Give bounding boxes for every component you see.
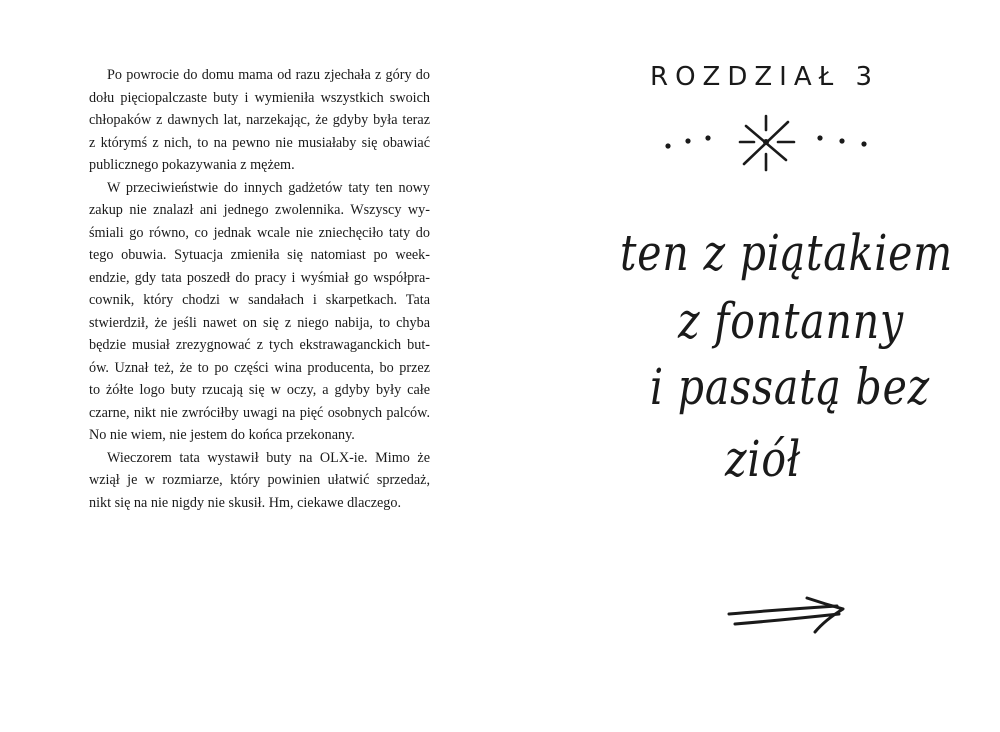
text-line: Po powrocie do domu mama od razu zjechała z góry do [107, 67, 430, 83]
body-text [89, 64, 430, 514]
text-line: W przeciwieństwie do innych gadżetów taty ten nowy [107, 179, 430, 196]
text-line: nikt się na nie nigdy nie skusił. Hm, ciekawe dlaczego. [89, 494, 402, 511]
text-line: stwierdził, że jeśli nawet on się z niego nabija, to chyba [89, 314, 430, 331]
right-page [500, 0, 1000, 732]
text-line: wziął je w rozmiarze, który powinien ułatwić sprzedaż, [89, 472, 430, 488]
dotted-star-ornament-icon [660, 108, 875, 178]
chapter-title-line: z fontanny [678, 292, 904, 350]
text-line: dołu pięciopalczaste buty i wymieniła wszystkich swoich [89, 89, 430, 106]
text-line: czarne, nikt nie zwróciłby uwagi na pięć osobnych palców. [89, 404, 430, 421]
text-line: endzie, gdy tata poszedł do pracy i wyśmiał go współpra- [89, 269, 430, 286]
text-line: Wieczorem tata wystawił buty na OLX-ie. Mimo że [107, 449, 430, 466]
chapter-title-line: i passatą bez [650, 358, 931, 416]
text-line: tego obuwia. Sytuacja zmieniła się natomiast po week- [89, 247, 430, 263]
text-line: chłopaków z dawnych lat, narzekając, że gdyby była teraz [89, 112, 430, 128]
text-line: ów. Uznał też, że to po części wina producenta, bo przez [89, 359, 430, 376]
text-line: zakup nie znalazł ani jednego zwolennika. Wszyscy wy- [89, 202, 430, 218]
double-arrow-right-icon [725, 592, 850, 638]
chapter-title-line: ziół [725, 430, 801, 488]
text-line: to żółte logo buty rzucają się w oczy, a gdyby były całe [89, 382, 430, 398]
chapter-label: ROZDZIAŁ 3 [650, 62, 880, 92]
text-line: publicznego pokazywania z mężem. [89, 157, 295, 173]
text-line: cownik, który chodzi w sandałach i skarpetkach. Tata [89, 292, 430, 308]
text-line: No nie wiem, nie jestem do końca przekonany. [89, 427, 355, 443]
text-line: będzie musiał zrezygnować z tych ekstrawaganckich but- [89, 337, 430, 353]
text-line: śmiali go równo, co jednak wcale nie zniechęciło taty do [89, 224, 430, 241]
paragraph [89, 177, 430, 447]
chapter-title-line: ten z piątakiem [620, 224, 953, 282]
paragraph [89, 64, 430, 177]
paragraph [89, 447, 430, 515]
text-line: z którymś z nich, to na pewno nie musiałaby się obawiać [89, 134, 430, 151]
